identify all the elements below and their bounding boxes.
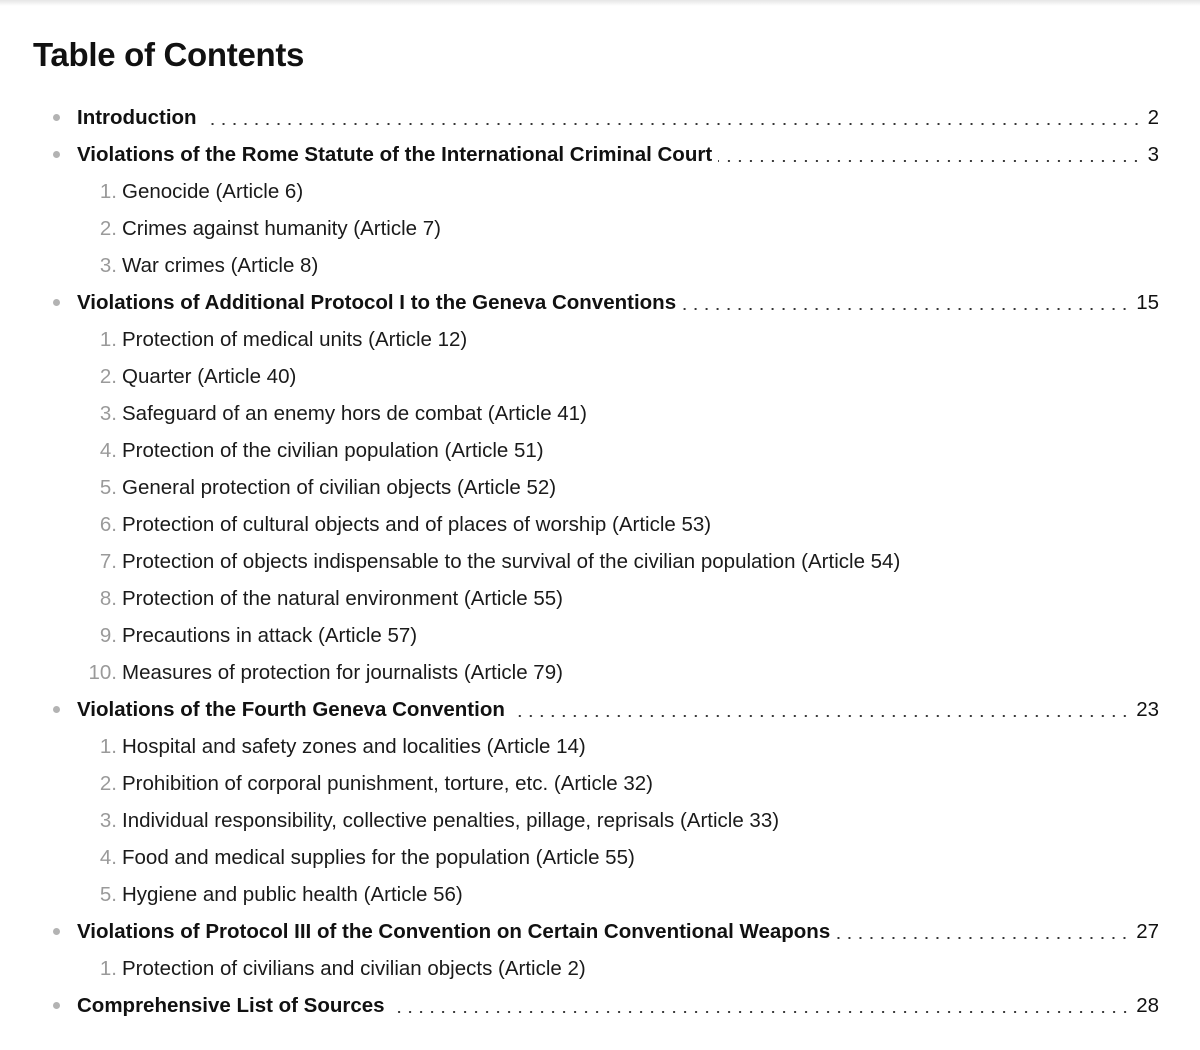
page-number: 23 <box>1136 697 1159 721</box>
bullet-icon <box>53 706 60 713</box>
toc-entry-line <box>77 691 1159 728</box>
subsection-text[interactable]: Protection of the natural environment (Article 55) <box>122 586 563 610</box>
bullet-icon <box>53 299 60 306</box>
page-number: 3 <box>1147 142 1159 166</box>
subsection-number: 4. <box>99 845 117 869</box>
toc-section-rome-statute <box>0 136 1200 284</box>
subsection-number: 1. <box>99 956 117 980</box>
toc-entry-line <box>77 987 1159 1024</box>
subsection-text[interactable]: Protection of the civilian population (Article 51) <box>122 438 544 462</box>
subsection-item[interactable] <box>0 321 1200 358</box>
toc-entry-line <box>77 136 1159 173</box>
subsection-number: 1. <box>99 327 117 351</box>
section-title[interactable]: Violations of Additional Protocol I to the Geneva Conventions <box>77 290 677 314</box>
page-number: 2 <box>1147 105 1159 129</box>
subsection-text[interactable]: Measures of protection for journalists (Article 79) <box>122 660 563 684</box>
subsection-item[interactable] <box>0 469 1200 506</box>
subsection-number: 1. <box>99 179 117 203</box>
subsection-text[interactable]: Food and medical supplies for the population (Article 55) <box>122 845 635 869</box>
subsection-number: 5. <box>99 475 117 499</box>
subsection-number: 5. <box>99 882 117 906</box>
subsection-item[interactable] <box>0 173 1200 210</box>
bullet-icon <box>53 114 60 121</box>
subsection-number: 7. <box>99 549 117 573</box>
subsection-item[interactable] <box>0 543 1200 580</box>
toc-entry-line <box>77 913 1159 950</box>
subsection-text[interactable]: Prohibition of corporal punishment, torture, etc. (Article 32) <box>122 771 653 795</box>
subsection-item[interactable] <box>0 580 1200 617</box>
page-title: Table of Contents <box>33 36 305 73</box>
dot-leader <box>203 123 1142 125</box>
subsection-text[interactable]: Protection of civilians and civilian objects (Article 2) <box>122 956 586 980</box>
subsection-item[interactable] <box>0 358 1200 395</box>
subsection-item[interactable] <box>0 395 1200 432</box>
subsection-number: 1. <box>99 734 117 758</box>
toc-entry[interactable] <box>0 691 1200 728</box>
subsection-item[interactable] <box>0 506 1200 543</box>
subsection-item[interactable] <box>0 432 1200 469</box>
dot-leader <box>511 715 1130 717</box>
subsection-number: 2. <box>99 216 117 240</box>
section-title[interactable]: Comprehensive List of Sources <box>77 993 385 1017</box>
section-title[interactable]: Violations of the Fourth Geneva Convention <box>77 697 505 721</box>
toc-entry[interactable] <box>0 987 1200 1024</box>
toc-list <box>0 99 1200 1024</box>
toc-section-protocol-3-ccw <box>0 913 1200 987</box>
subsection-list <box>0 950 1200 987</box>
toc-entry[interactable] <box>0 284 1200 321</box>
subsection-number: 8. <box>99 586 117 610</box>
dot-leader <box>718 160 1141 162</box>
subsection-item[interactable] <box>0 765 1200 802</box>
subsection-number: 3. <box>99 253 117 277</box>
subsection-text[interactable]: Precautions in attack (Article 57) <box>122 623 418 647</box>
subsection-text[interactable]: Crimes against humanity (Article 7) <box>122 216 441 240</box>
toc-entry-line <box>77 99 1159 136</box>
section-title[interactable]: Introduction <box>77 105 197 129</box>
subsection-list <box>0 173 1200 284</box>
subsection-text[interactable]: Quarter (Article 40) <box>122 364 297 388</box>
subsection-item[interactable] <box>0 617 1200 654</box>
dot-leader <box>836 937 1130 939</box>
subsection-item[interactable] <box>0 247 1200 284</box>
subsection-item[interactable] <box>0 950 1200 987</box>
subsection-text[interactable]: Protection of objects indispensable to the survival of the civilian population (Article 54) <box>122 549 901 573</box>
subsection-number: 6. <box>99 512 117 536</box>
subsection-text[interactable]: War crimes (Article 8) <box>122 253 319 277</box>
subsection-item[interactable] <box>0 839 1200 876</box>
subsection-list <box>0 321 1200 691</box>
subsection-text[interactable]: Safeguard of an enemy hors de combat (Article 41) <box>122 401 587 425</box>
bullet-icon <box>53 1002 60 1009</box>
subsection-text[interactable]: Protection of cultural objects and of places of worship (Article 53) <box>122 512 712 536</box>
subsection-item[interactable] <box>0 802 1200 839</box>
subsection-item[interactable] <box>0 654 1200 691</box>
subsection-number: 9. <box>99 623 117 647</box>
bullet-icon <box>53 151 60 158</box>
subsection-number: 2. <box>99 364 117 388</box>
page-number: 27 <box>1136 919 1159 943</box>
subsection-text[interactable]: Hygiene and public health (Article 56) <box>122 882 463 906</box>
section-title[interactable]: Violations of Protocol III of the Convention on Certain Conventional Weapons <box>77 919 831 943</box>
subsection-item[interactable] <box>0 728 1200 765</box>
toc-section-fourth-geneva <box>0 691 1200 913</box>
toc-section-additional-protocol-1 <box>0 284 1200 691</box>
subsection-number: 10. <box>88 660 117 684</box>
toc-section-introduction <box>0 99 1200 136</box>
subsection-item[interactable] <box>0 876 1200 913</box>
subsection-text[interactable]: Individual responsibility, collective penalties, pillage, reprisals (Article 33) <box>122 808 780 832</box>
subsection-number: 3. <box>99 401 117 425</box>
dot-leader <box>391 1011 1131 1013</box>
toc-entry[interactable] <box>0 913 1200 950</box>
toc-entry[interactable] <box>0 99 1200 136</box>
page-number: 15 <box>1136 290 1159 314</box>
bullet-icon <box>53 928 60 935</box>
toc-entry[interactable] <box>0 136 1200 173</box>
toc-section-sources <box>0 987 1200 1024</box>
subsection-item[interactable] <box>0 210 1200 247</box>
subsection-list <box>0 728 1200 913</box>
subsection-number: 4. <box>99 438 117 462</box>
subsection-number: 3. <box>99 808 117 832</box>
subsection-text[interactable]: Protection of medical units (Article 12) <box>122 327 468 351</box>
section-title[interactable]: Violations of the Rome Statute of the International Criminal Court <box>77 142 713 166</box>
subsection-number: 2. <box>99 771 117 795</box>
subsection-text[interactable]: General protection of civilian objects (Article 52) <box>122 475 557 499</box>
subsection-text[interactable]: Genocide (Article 6) <box>122 179 304 203</box>
toc-entry-line <box>77 284 1159 321</box>
page-number: 28 <box>1136 993 1159 1017</box>
dot-leader <box>682 308 1130 310</box>
subsection-text[interactable]: Hospital and safety zones and localities (Article 14) <box>122 734 586 758</box>
